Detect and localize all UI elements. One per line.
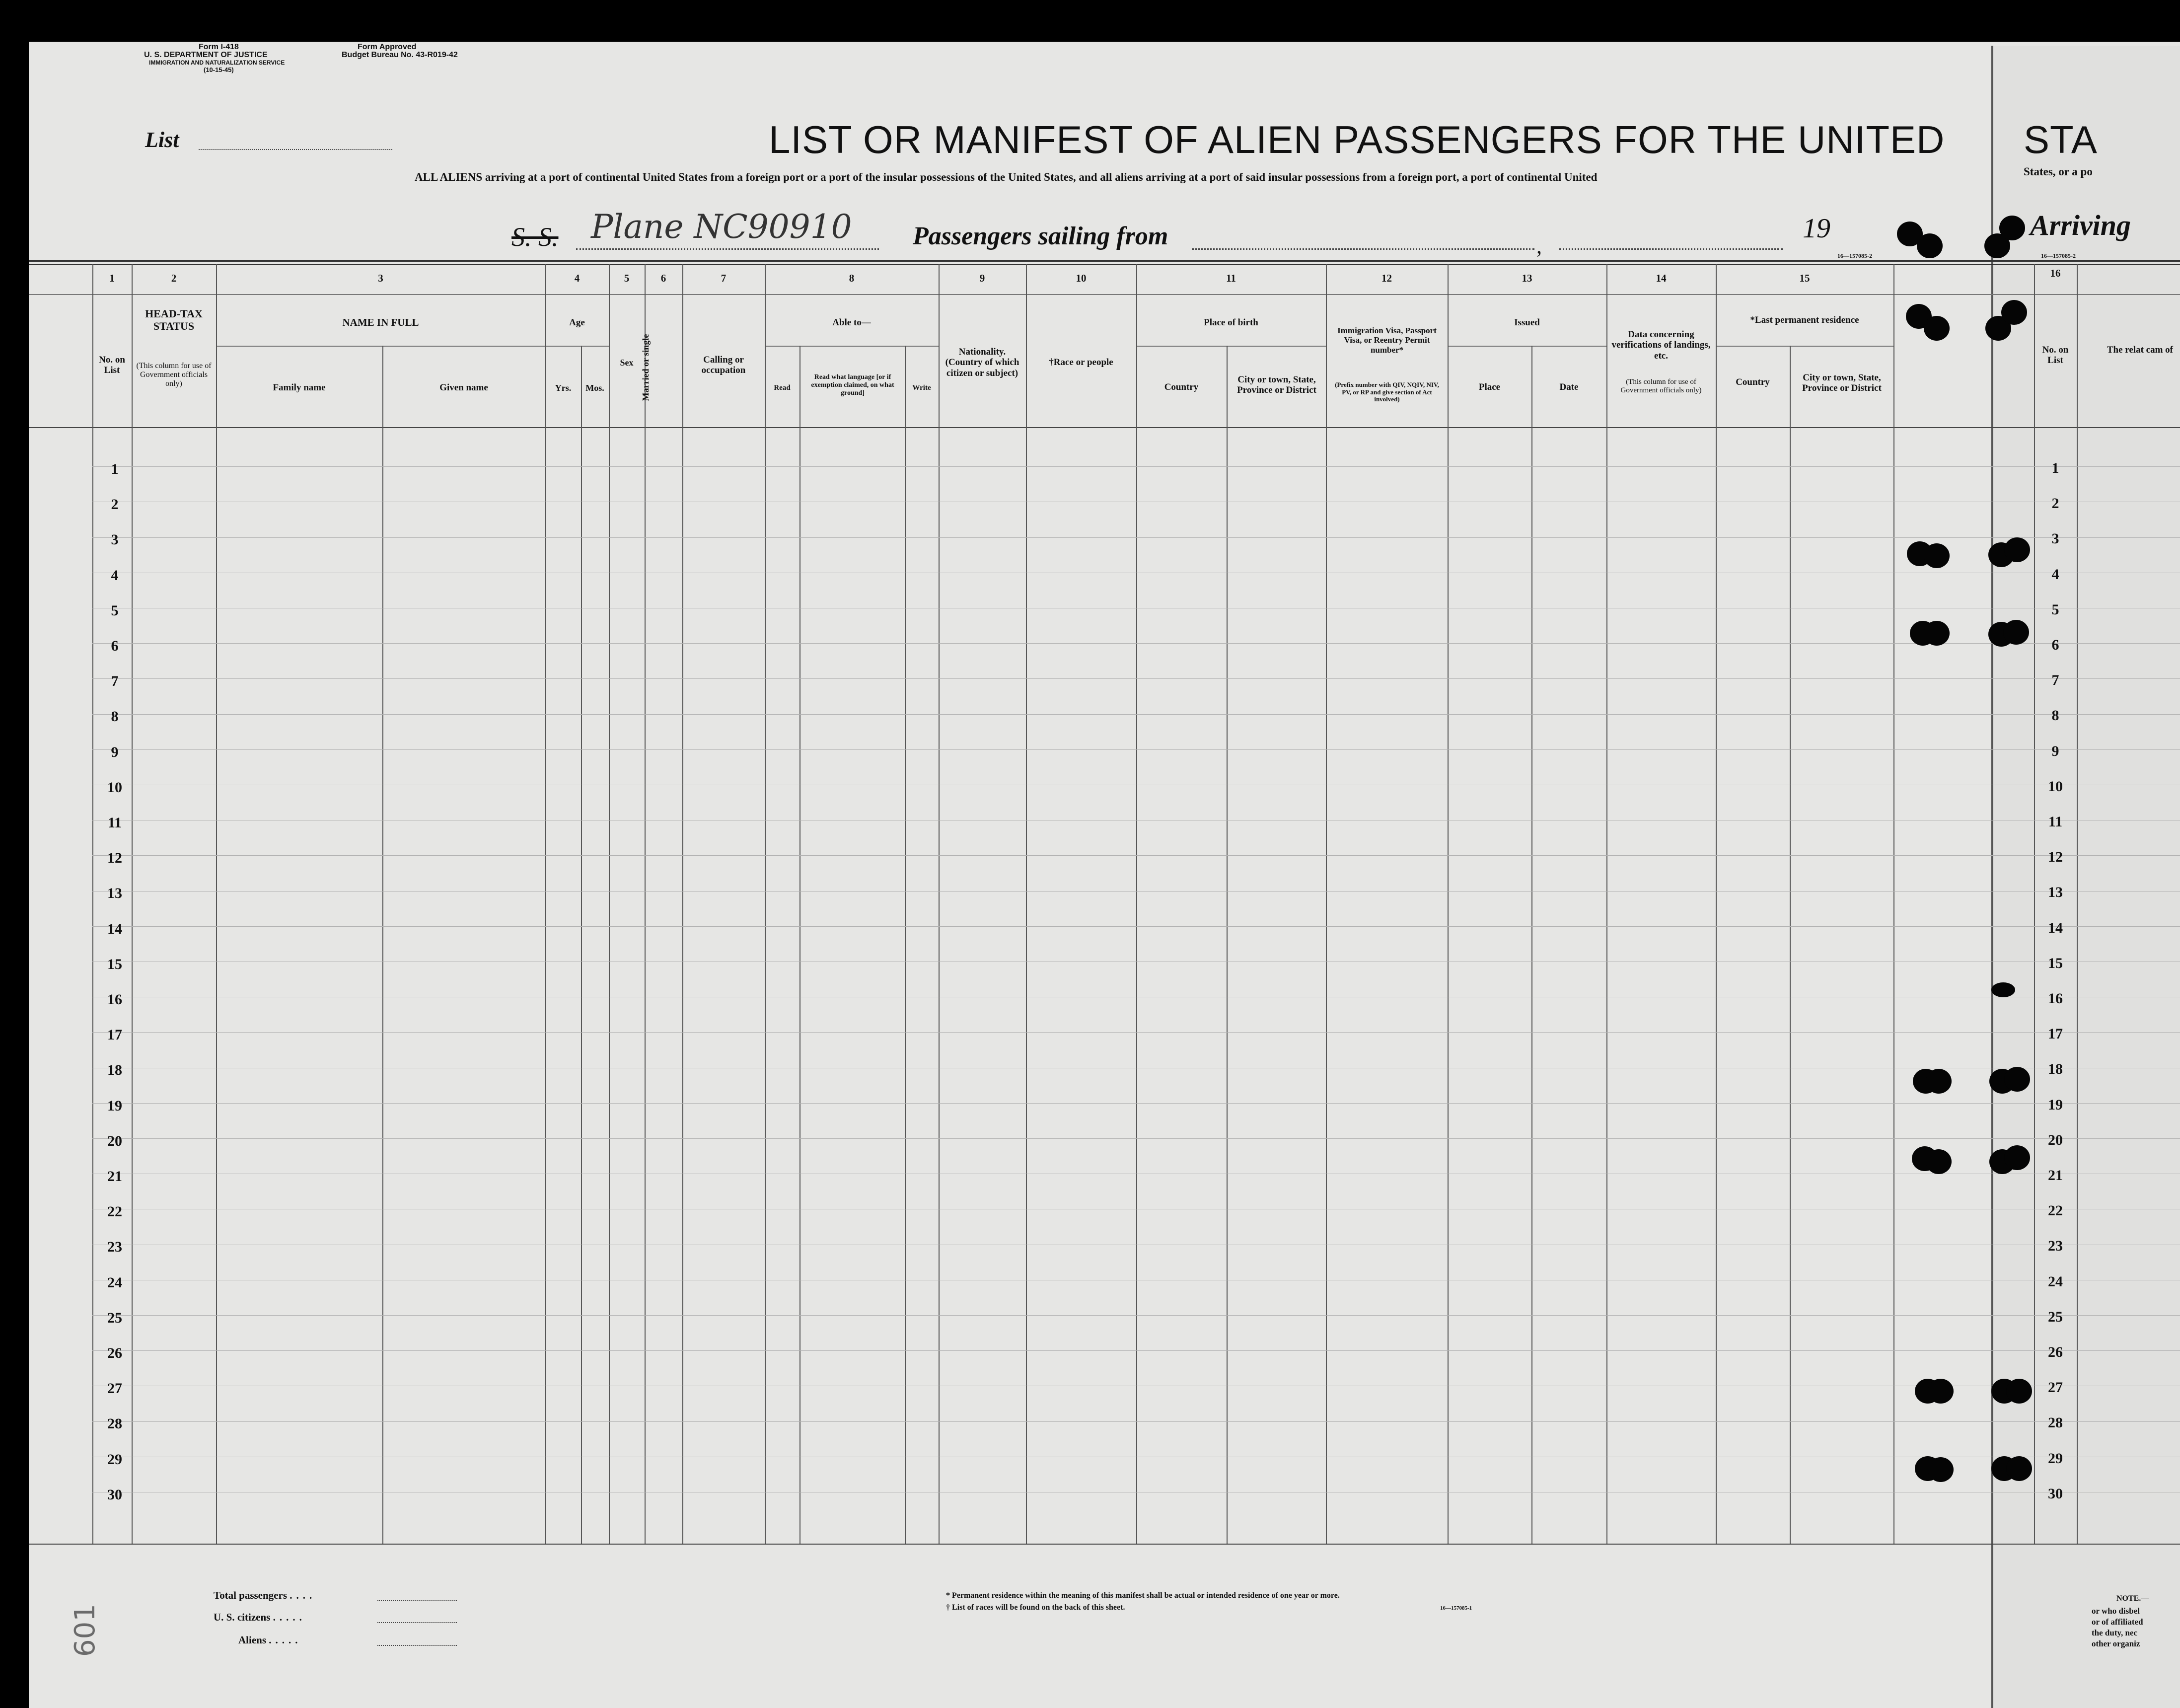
header-immigration-visa: Immigration Visa, Passport Visa, or Reentry Permit number* (1337, 326, 1437, 355)
colnum-11: 11 (1226, 272, 1236, 284)
footer-us-citizens: U. S. citizens ..... (214, 1611, 306, 1623)
colnum-15: 15 (1799, 272, 1810, 284)
able-sub-rule (765, 346, 939, 347)
row-number: 6 (111, 638, 119, 654)
header-no-on-list-right: No. on List (2042, 344, 2069, 366)
punch-hole (1924, 543, 1950, 568)
row-number-right: 13 (2048, 884, 2063, 900)
row-number-right: 18 (2048, 1061, 2063, 1077)
colnum-9: 9 (979, 272, 985, 284)
col-line (1531, 346, 1532, 1544)
row-number: 1 (111, 461, 119, 477)
comma: , (1536, 234, 1542, 258)
row-number: 11 (107, 815, 122, 831)
row-divider (92, 537, 2180, 538)
row-number: 8 (111, 708, 119, 725)
header-place-of-birth: Place of birth (1204, 317, 1258, 328)
col-line (545, 264, 546, 1544)
row-number-right: 11 (2048, 814, 2063, 830)
punch-hole (1926, 1069, 1952, 1094)
row-number-right: 4 (2051, 566, 2059, 583)
colnum-2: 2 (171, 272, 177, 284)
col-line (92, 264, 93, 1544)
header-nationality: Nationality. (Country of which citizen or subject) (945, 347, 1019, 378)
row-number: 15 (107, 956, 122, 972)
sailing-from-blank (1192, 248, 1534, 250)
row-number: 5 (111, 602, 119, 619)
punch-hole (2004, 537, 2030, 562)
row-divider (92, 643, 2180, 644)
header-bottom-rule (29, 427, 2180, 428)
row-number: 2 (111, 496, 119, 513)
row-divider (92, 1032, 2180, 1033)
header-able-to: Able to— (832, 317, 871, 328)
col-line (905, 346, 906, 1544)
row-number-right: 17 (2048, 1026, 2063, 1042)
row-number: 7 (111, 673, 119, 689)
col-line (2034, 264, 2035, 1544)
row-divider (92, 1138, 2180, 1139)
page-subtitle-continued: States, or a po (2024, 165, 2093, 178)
row-number: 14 (107, 921, 122, 937)
row-divider (92, 1103, 2180, 1104)
col-line (1326, 264, 1327, 1544)
header-cut-text: The relat cam of (2107, 345, 2173, 356)
punch-hole (1926, 1149, 1952, 1174)
form-number: Form I-418 (199, 43, 239, 51)
row-number-right: 19 (2048, 1097, 2063, 1113)
row-number: 30 (107, 1486, 122, 1503)
note-right-title: NOTE.— (2116, 1594, 2149, 1603)
header-read-what: Read what language [or if exemption claimed, on what ground] (811, 373, 894, 397)
header-given-name: Given name (439, 382, 488, 393)
header-calling: Calling or occupation (701, 354, 746, 375)
header-name-in-full: NAME IN FULL (342, 316, 419, 329)
row-number-right: 16 (2048, 990, 2063, 1007)
footnote-races: † List of races will be found on the back of this sheet. (946, 1603, 1125, 1612)
col-line (1448, 264, 1449, 1544)
row-number-right: 22 (2048, 1202, 2063, 1219)
row-divider (92, 466, 2180, 467)
header-age: Age (569, 317, 585, 328)
row-number: 24 (107, 1274, 122, 1291)
header-family-name: Family name (273, 382, 326, 393)
note-right-line: other organiz (2092, 1639, 2140, 1648)
row-number-right: 29 (2048, 1450, 2063, 1467)
row-divider (92, 1350, 2180, 1351)
row-number-right: 3 (2051, 530, 2059, 547)
table-bottom-rule (29, 1544, 2180, 1545)
row-divider (92, 1421, 2180, 1422)
row-number: 25 (107, 1310, 122, 1326)
page-title-continued: STA (2024, 118, 2098, 161)
row-number: 3 (111, 531, 119, 548)
colnum-1: 1 (109, 272, 115, 284)
aliens-blank (377, 1645, 457, 1646)
colnum-rule (29, 294, 2180, 295)
row-number-right: 23 (2048, 1238, 2063, 1254)
header-married: Married or single (640, 334, 651, 401)
row-number-right: 24 (2048, 1273, 2063, 1290)
colnum-14: 14 (1656, 272, 1667, 284)
row-number-right: 30 (2048, 1485, 2063, 1502)
row-number-right: 25 (2048, 1309, 2063, 1325)
footer-aliens: Aliens ..... (238, 1634, 302, 1646)
colnum-10: 10 (1076, 272, 1087, 284)
header-sex: Sex (620, 357, 634, 368)
header-head-tax-note: (This column for use of Government officials only) (136, 362, 212, 388)
header-data-note: (This column for use of Government officials only) (1620, 377, 1702, 394)
punch-hole (1991, 982, 2015, 997)
col-line (1790, 346, 1791, 1544)
page-subtitle: ALL ALIENS arriving at a port of continental United States from a foreign port or a port of the insular possessions of the United States, and all aliens arriving at a port of said insular possessions from a foreign port, a port of continental United (415, 171, 1598, 183)
row-number-right: 5 (2051, 601, 2059, 618)
birth-sub-rule (1136, 346, 1326, 347)
row-number: 12 (107, 850, 122, 866)
row-number-right: 15 (2048, 955, 2063, 971)
row-number: 23 (107, 1239, 122, 1255)
row-divider (92, 926, 2180, 927)
row-number: 9 (111, 744, 119, 760)
note-right-line: or of affiliated (2092, 1617, 2143, 1627)
col-line (939, 264, 940, 1544)
row-number: 21 (107, 1168, 122, 1185)
row-number: 26 (107, 1345, 122, 1361)
print-code-top: 16—157085-2 (1837, 252, 1872, 259)
col-line (1716, 264, 1717, 1544)
row-number: 4 (111, 567, 119, 584)
col-line (609, 264, 610, 1544)
row-divider (92, 1315, 2180, 1316)
department-name: U. S. DEPARTMENT OF JUSTICE (144, 51, 268, 59)
header-issued-date: Date (1559, 382, 1579, 393)
row-number: 18 (107, 1062, 122, 1078)
issued-sub-rule (1448, 346, 1606, 347)
row-divider (92, 855, 2180, 856)
col-line (1136, 264, 1137, 1544)
row-number: 16 (107, 991, 122, 1008)
row-number: 19 (107, 1098, 122, 1114)
punch-hole (2006, 1379, 2032, 1404)
punch-hole (2006, 1456, 2032, 1481)
manifest-sheet (29, 42, 2180, 1708)
print-code-top-right: 16—157085-2 (2041, 252, 2076, 259)
col-line (1606, 264, 1607, 1544)
list-label: List (145, 128, 179, 152)
col-line (2077, 264, 2078, 1544)
col-line (645, 264, 646, 1544)
row-number: 13 (107, 885, 122, 901)
row-number-right: 1 (2051, 460, 2059, 476)
table-top-rule-2 (29, 264, 2180, 265)
row-number-right: 20 (2048, 1132, 2063, 1148)
punch-hole (2004, 1067, 2030, 1092)
row-number-right: 7 (2051, 672, 2059, 688)
row-number: 29 (107, 1451, 122, 1468)
row-number-right: 27 (2048, 1379, 2063, 1396)
arriving-label: Arriving (2030, 209, 2131, 241)
residence-sub-rule (1716, 346, 1893, 347)
row-number: 20 (107, 1133, 122, 1149)
header-visa-note: (Prefix number with QIV, NQIV, NIV, PV, or RP and give section of Act involved) (1335, 381, 1439, 403)
margin-handwritten-number: 601 (69, 1604, 101, 1657)
row-number-right: 26 (2048, 1344, 2063, 1360)
row-number-right: 8 (2051, 707, 2059, 724)
punch-hole (1924, 621, 1950, 646)
us-citizens-blank (377, 1622, 457, 1623)
header-issued-place: Place (1478, 382, 1501, 393)
col-line (799, 346, 800, 1544)
row-number-right: 21 (2048, 1167, 2063, 1184)
colnum-6: 6 (660, 272, 666, 284)
header-write: Write (912, 383, 931, 392)
col-line (682, 264, 683, 1544)
date-blank (1559, 248, 1783, 250)
colnum-13: 13 (1522, 272, 1532, 284)
budget-number: Budget Bureau No. 43-R019-42 (342, 51, 458, 59)
name-sub-rule (216, 346, 546, 347)
col-line (1026, 264, 1027, 1544)
vessel-name-handwritten: Plane NC90910 (591, 208, 852, 246)
header-birth-country: Country (1164, 382, 1199, 393)
punch-hole (1924, 316, 1950, 341)
footer-total-passengers: Total passengers .... (214, 1589, 316, 1601)
header-data-concerning: Data concerning verifications of landings, etc. (1611, 329, 1711, 361)
col-line (765, 264, 766, 1544)
col-line (581, 346, 582, 1544)
col-line (216, 264, 217, 1544)
colnum-8: 8 (849, 272, 855, 284)
total-passengers-blank (377, 1600, 457, 1601)
header-head-tax: HEAD-TAX STATUS (145, 307, 203, 332)
header-mos: Mos. (585, 382, 604, 393)
punch-hole (1928, 1379, 1954, 1404)
footnote-permanent-residence: * Permanent residence within the meaning of this manifest shall be actual or intended residence of one year or more. (946, 1591, 1340, 1600)
year-prefix: 19 (1803, 213, 1830, 244)
list-blank (199, 149, 392, 150)
age-sub-rule (545, 346, 609, 347)
note-right-line: or who disbel (2092, 1606, 2140, 1616)
colnum-3: 3 (378, 272, 383, 284)
header-yrs: Yrs. (555, 382, 572, 393)
col-line (1893, 264, 1894, 1544)
service-name: IMMIGRATION AND NATURALIZATION SERVICE (149, 59, 285, 66)
header-issued: Issued (1514, 317, 1540, 328)
colnum-5: 5 (624, 272, 630, 284)
punch-hole (2003, 620, 2029, 645)
punch-hole (1928, 1457, 1954, 1482)
punch-hole (1917, 233, 1943, 258)
header-no-on-list: No. on List (99, 354, 125, 375)
row-number-right: 28 (2048, 1414, 2063, 1431)
colnum-12: 12 (1381, 272, 1392, 284)
row-number-right: 2 (2051, 495, 2059, 512)
header-last-residence: *Last permanent residence (1750, 315, 1859, 326)
colnum-4: 4 (574, 272, 580, 284)
row-number: 17 (107, 1027, 122, 1043)
row-number-right: 12 (2048, 849, 2063, 865)
row-number-right: 6 (2051, 637, 2059, 653)
header-read: Read (774, 383, 791, 392)
table-top-rule (29, 260, 2180, 262)
footer-print-code: 16—157085-1 (1440, 1605, 1472, 1611)
row-divider (92, 714, 2180, 715)
punch-hole (2001, 300, 2027, 325)
row-number: 27 (107, 1380, 122, 1397)
note-right-line: the duty, nec (2092, 1628, 2138, 1637)
col-line (1227, 346, 1228, 1544)
row-number-right: 14 (2048, 920, 2063, 936)
header-residence-country: Country (1736, 377, 1770, 388)
row-divider (92, 678, 2180, 679)
row-number: 28 (107, 1415, 122, 1432)
punch-hole (2004, 1145, 2030, 1170)
row-number-right: 9 (2051, 743, 2059, 759)
header-residence-city: City or town, State, Province or District (1802, 372, 1882, 393)
form-date: (10-15-45) (204, 66, 234, 74)
punch-hole (1999, 216, 2025, 240)
col-line (382, 346, 383, 1544)
page-title: LIST OR MANIFEST OF ALIEN PASSENGERS FOR THE UNITED (769, 118, 1945, 161)
ss-label: S. S. (511, 222, 559, 252)
header-race: †Race or people (1049, 357, 1113, 368)
row-number: 22 (107, 1203, 122, 1220)
form-approved: Form Approved (358, 43, 417, 51)
row-number: 10 (107, 779, 122, 796)
sailing-label: Passengers sailing from (913, 222, 1168, 250)
colnum-16: 16 (2050, 267, 2061, 279)
row-divider (92, 749, 2180, 750)
header-birth-city: City or town, State, Province or District (1237, 374, 1316, 395)
row-number-right: 10 (2048, 778, 2063, 795)
vessel-blank (576, 248, 879, 250)
colnum-7: 7 (721, 272, 727, 284)
